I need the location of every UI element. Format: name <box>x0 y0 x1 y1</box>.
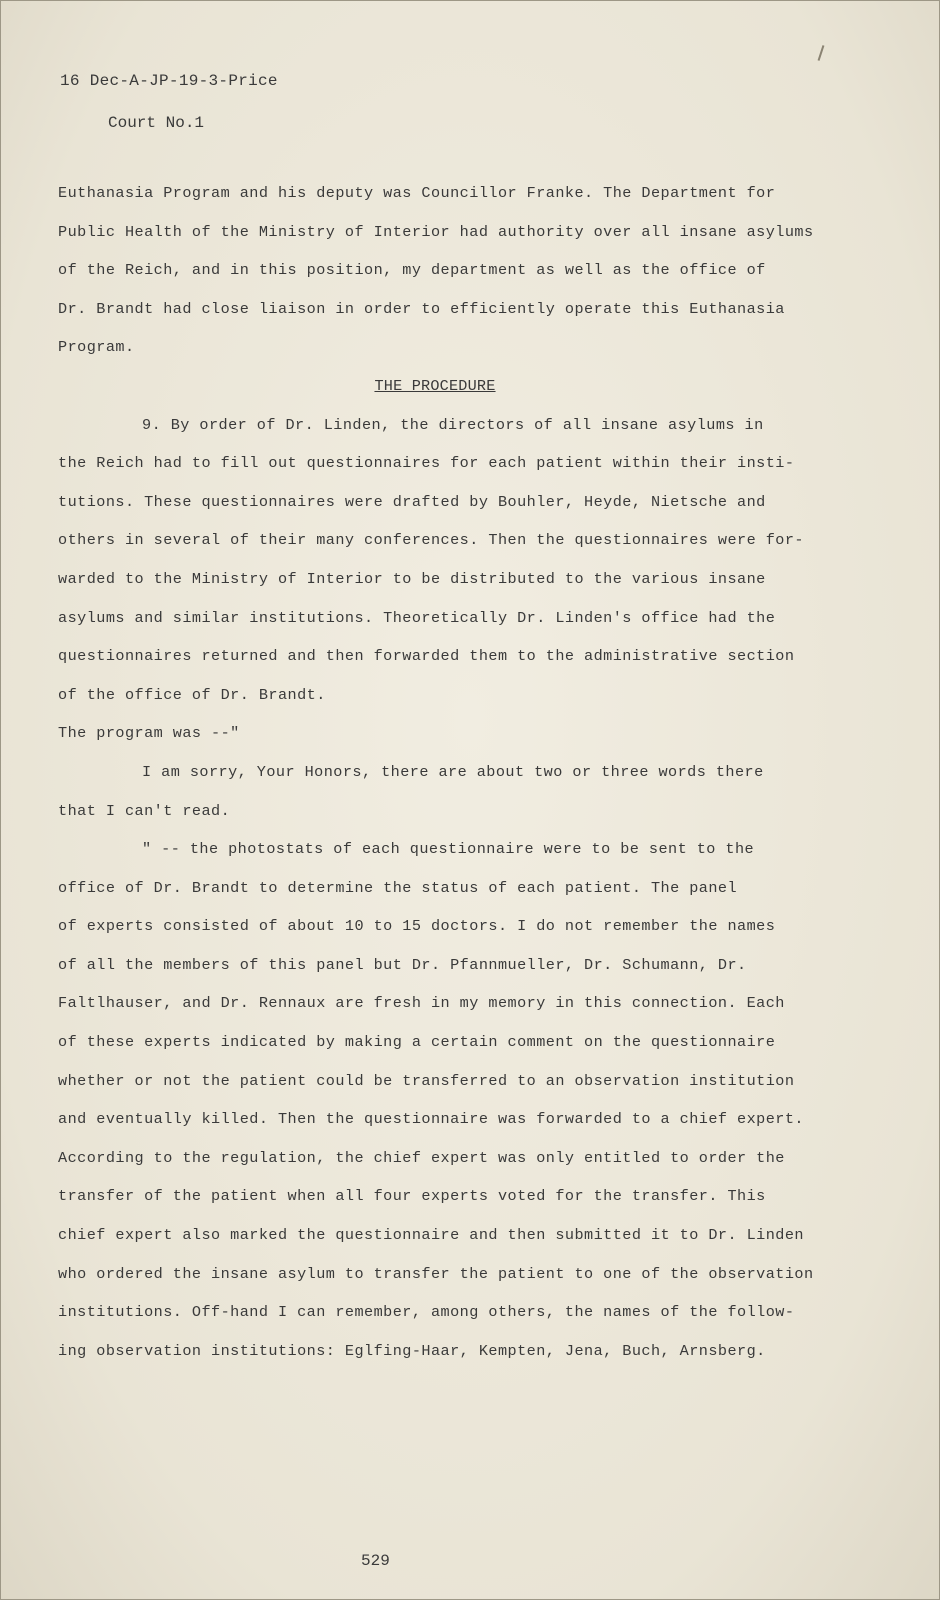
text-line: Public Health of the Ministry of Interior had authority over all insane asylums <box>58 222 814 241</box>
text-line: office of Dr. Brandt to determine the status of each patient. The panel <box>58 878 738 897</box>
text-line: whether or not the patient could be transferred to an observation institution <box>58 1071 795 1090</box>
text-line: ing observation institutions: Eglfing-Haar, Kempten, Jena, Buch, Arnsberg. <box>58 1341 766 1360</box>
text-line: of the office of Dr. Brandt. <box>58 685 326 704</box>
text-line: of all the members of this panel but Dr. Pfannmueller, Dr. Schumann, Dr. <box>58 955 747 974</box>
document-header: 16 Dec-A-JP-19-3-Price <box>60 72 278 90</box>
text-line: Faltlhauser, and Dr. Rennaux are fresh in my memory in this connection. Each <box>58 994 785 1013</box>
text-line: 9. By order of Dr. Linden, the directors of all insane asylums in <box>142 415 764 434</box>
text-line: others in several of their many conferences. Then the questionnaires were for- <box>58 531 804 550</box>
text-line: transfer of the patient when all four experts voted for the transfer. This <box>58 1187 766 1206</box>
text-line: chief expert also marked the questionnaire and then submitted it to Dr. Linden <box>58 1226 804 1245</box>
text-line: and eventually killed. Then the questionnaire was forwarded to a chief expert. <box>58 1110 804 1129</box>
text-line: " -- the photostats of each questionnaire were to be sent to the <box>142 840 755 859</box>
text-line: Program. <box>58 338 135 357</box>
text-line: who ordered the insane asylum to transfer the patient to one of the observation <box>58 1264 814 1283</box>
text-line: the Reich had to fill out questionnaires for each patient within their insti- <box>58 454 795 473</box>
text-line: asylums and similar institutions. Theoretically Dr. Linden's office had the <box>58 608 776 627</box>
text-line: that I can't read. <box>58 801 231 820</box>
text-line: tutions. These questionnaires were drafted by Bouhler, Heyde, Nietsche and <box>58 492 766 511</box>
text-line: Euthanasia Program and his deputy was Councillor Franke. The Department for <box>58 184 776 202</box>
text-line: The program was --" <box>58 724 240 743</box>
text-line: I am sorry, Your Honors, there are about two or three words there <box>142 762 764 781</box>
text-line: of these experts indicated by making a certain comment on the questionnaire <box>58 1033 776 1052</box>
text-line: warded to the Ministry of Interior to be distributed to the various insane <box>58 569 766 588</box>
text-line: Dr. Brandt had close liaison in order to efficiently operate this Euthanasia <box>58 299 785 318</box>
text-line: institutions. Off-hand I can remember, among others, the names of the follow- <box>58 1303 795 1322</box>
text-line: According to the regulation, the chief expert was only entitled to order the <box>58 1148 785 1167</box>
section-heading-text: THE PROCEDURE <box>374 376 496 395</box>
transcript-body <box>58 174 858 1370</box>
section-heading <box>58 367 858 406</box>
page-number: 529 <box>361 1552 390 1570</box>
court-label: Court No.1 <box>108 114 205 132</box>
text-line: of the Reich, and in this position, my department as well as the office of <box>58 261 766 280</box>
text-line: of experts consisted of about 10 to 15 doctors. I do not remember the names <box>58 917 776 936</box>
text-line: questionnaires returned and then forwarded them to the administrative section <box>58 647 795 666</box>
